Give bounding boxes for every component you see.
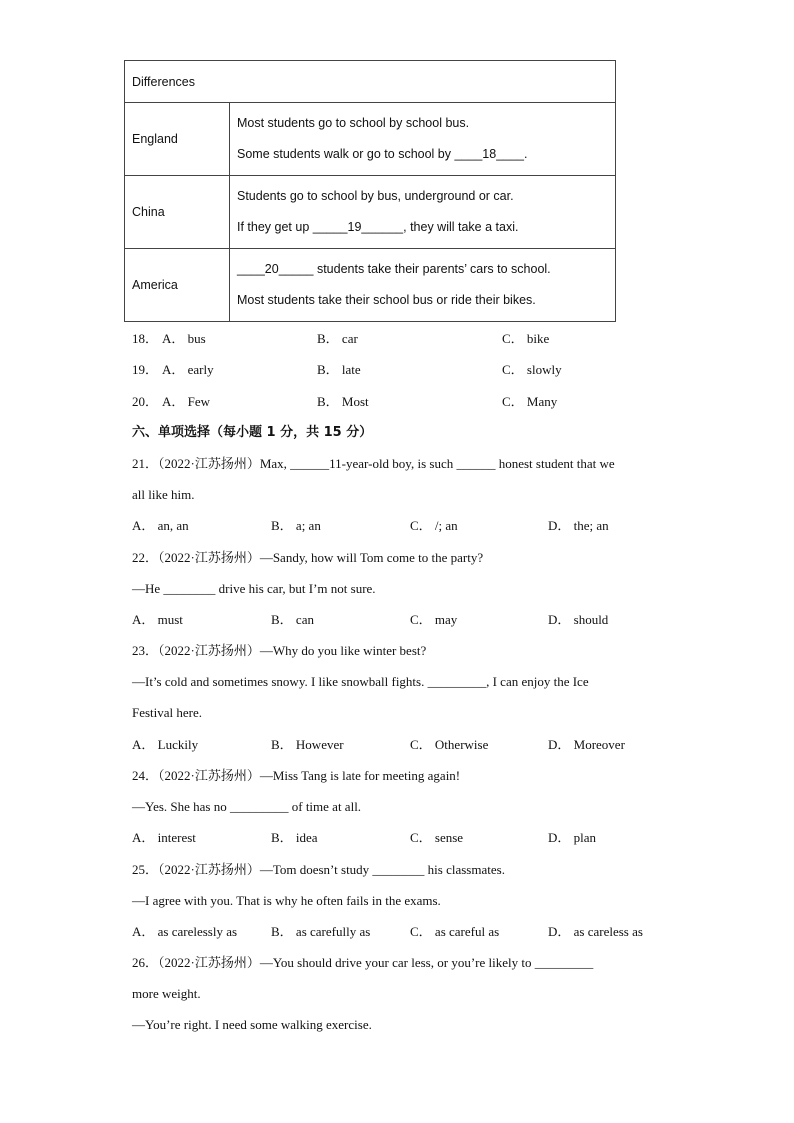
option-c[interactable]: C． Many: [502, 394, 558, 409]
question-line: —It’s cold and sometimes snowy. I like snowball fights. _________, I can enjoy the Ice: [132, 674, 589, 689]
option-a[interactable]: A． Luckily: [132, 737, 199, 752]
option-a[interactable]: A． interest: [132, 830, 196, 845]
option-a[interactable]: A． as carelessly as: [132, 924, 238, 939]
option-c[interactable]: C． bike: [502, 331, 550, 346]
option-c[interactable]: C． may: [410, 612, 458, 627]
description-line: [237, 139, 608, 170]
question-line: —He ________ drive his car, but I’m not sure.: [132, 581, 376, 596]
text-fragment: , they will take a taxi.: [403, 220, 519, 234]
question-line: all like him.: [132, 487, 195, 502]
option-c[interactable]: C． as careful as: [410, 924, 500, 939]
option-d[interactable]: D． should: [548, 612, 609, 627]
text-fragment: If they get up: [237, 220, 313, 234]
option-a[interactable]: A． Few: [162, 394, 211, 409]
text-fragment: students take their parents’ cars to school.: [313, 262, 551, 276]
table-header-row: [125, 61, 616, 103]
question-line: Festival here.: [132, 705, 203, 720]
question-line: —You’re right. I need some walking exercise.: [132, 1017, 372, 1032]
description-cell: [230, 176, 616, 249]
option-c[interactable]: C． /; an: [410, 518, 458, 533]
option-number: 18．: [132, 331, 159, 346]
option-d[interactable]: D． as careless as: [548, 924, 643, 939]
option-a[interactable]: A． an, an: [132, 518, 189, 533]
text-fragment: Some students walk or go to school by: [237, 147, 455, 161]
table-header-cell: Differences: [125, 61, 616, 103]
option-b[interactable]: B． can: [271, 612, 314, 627]
question-line: —I agree with you. That is why he often fails in the exams.: [132, 893, 441, 908]
option-d[interactable]: D． plan: [548, 830, 597, 845]
description-line: Most students take their school bus or ride their bikes.: [237, 293, 536, 307]
option-b[interactable]: B． Most: [317, 394, 369, 409]
option-a[interactable]: A． bus: [162, 331, 206, 346]
question-line: 26．（2022·江苏扬州）—You should drive your car less, or you’re likely to _________: [132, 955, 594, 970]
description-cell: [230, 103, 616, 176]
option-a[interactable]: A． early: [162, 362, 214, 377]
option-b[interactable]: B． car: [317, 331, 358, 346]
differences-table: [124, 60, 616, 322]
question-line: 25．（2022·江苏扬州）—Tom doesn’t study ________ his classmates.: [132, 862, 505, 877]
table-row-china: [125, 176, 616, 249]
description-line: Most students go to school by school bus.: [237, 116, 470, 130]
country-cell: England: [125, 103, 230, 176]
table-row-america: [125, 249, 616, 322]
option-d[interactable]: D． the; an: [548, 518, 609, 533]
question-line: 21．（2022·江苏扬州）Max, ______11-year-old boy, is such ______ honest student that we: [132, 456, 615, 471]
country-cell: China: [125, 176, 230, 249]
option-c[interactable]: C． Otherwise: [410, 737, 489, 752]
option-number: 20．: [132, 394, 159, 409]
question-line: 24．（2022·江苏扬州）—Miss Tang is late for meeting again!: [132, 768, 461, 783]
question-line: 22．（2022·江苏扬州）—Sandy, how will Tom come to the party?: [132, 550, 484, 565]
description-cell: [230, 249, 616, 322]
answer-blank-19: _____19______: [312, 220, 404, 234]
answer-blank-20: ____20_____: [237, 262, 314, 276]
option-number: 19．: [132, 362, 159, 377]
country-cell: America: [125, 249, 230, 322]
option-d[interactable]: D． Moreover: [548, 737, 625, 752]
description-line: [237, 212, 608, 243]
option-b[interactable]: B． However: [271, 737, 344, 752]
option-b[interactable]: B． late: [317, 362, 361, 377]
text-fragment: .: [524, 147, 528, 161]
question-line: more weight.: [132, 986, 201, 1001]
table-row-england: [125, 103, 616, 176]
section-title: 六、单项选择（每小题 1 分，共 15 分）: [132, 425, 373, 440]
description-line: [237, 254, 608, 285]
option-b[interactable]: B． a; an: [271, 518, 321, 533]
option-c[interactable]: C． slowly: [502, 362, 562, 377]
description-line: Students go to school by bus, underground or car.: [237, 189, 514, 203]
option-c[interactable]: C． sense: [410, 830, 464, 845]
question-line: 23．（2022·江苏扬州）—Why do you like winter best?: [132, 643, 427, 658]
option-a[interactable]: A． must: [132, 612, 183, 627]
question-line: —Yes. She has no _________ of time at all.: [132, 799, 362, 814]
option-b[interactable]: B． as carefully as: [271, 924, 371, 939]
answer-blank-18: ____18____: [454, 147, 525, 161]
option-b[interactable]: B． idea: [271, 830, 318, 845]
